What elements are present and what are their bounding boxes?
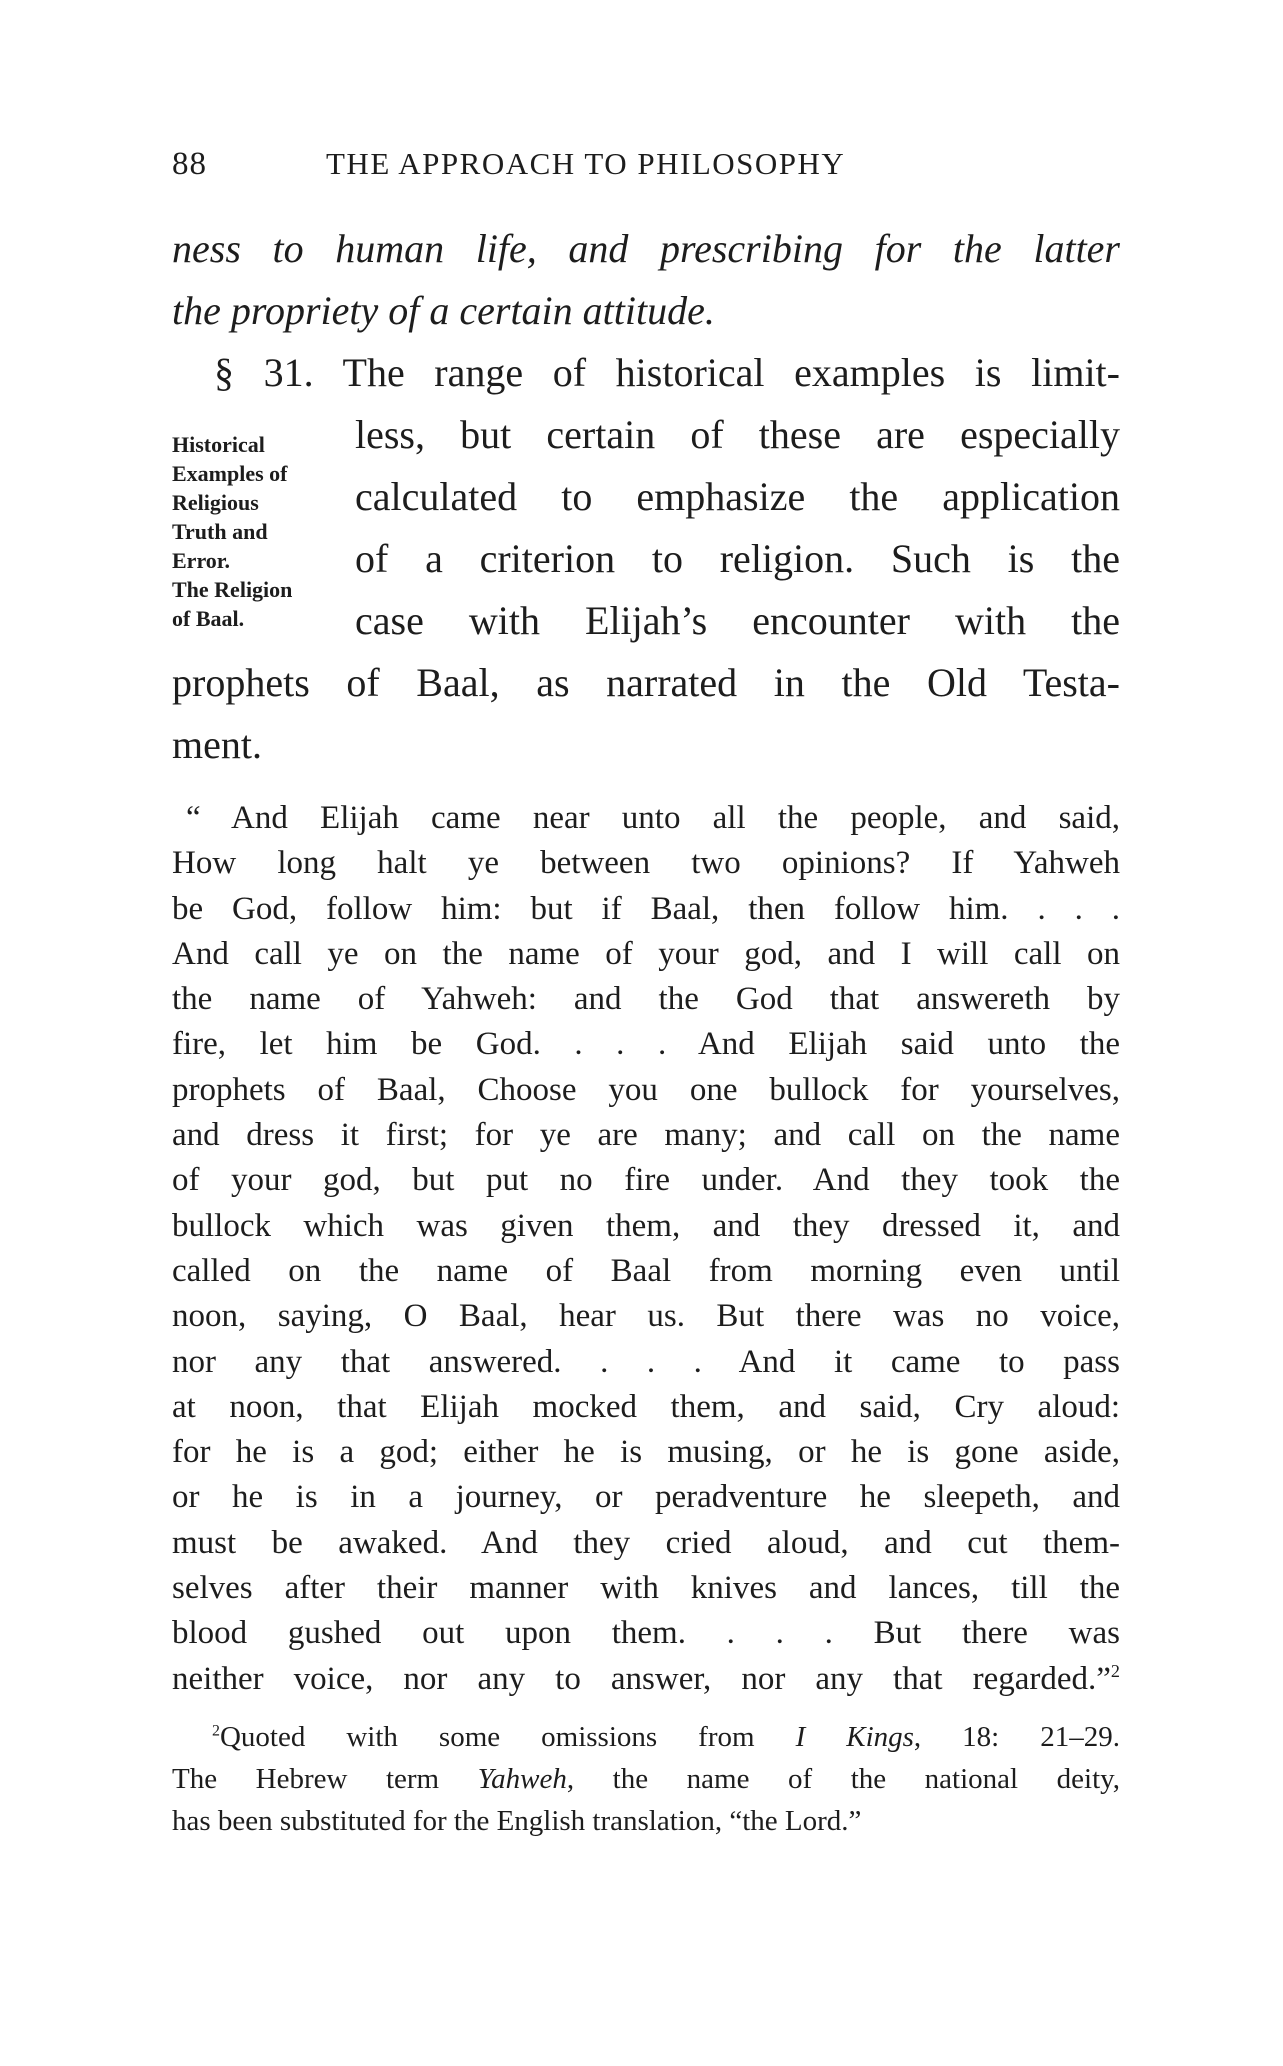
quote-line: nor any that answered. . . . And it came to pass xyxy=(172,1343,1120,1380)
margin-note-line: Truth and xyxy=(172,519,268,544)
margin-note-line: Religious xyxy=(172,490,259,515)
margin-note xyxy=(172,430,357,633)
quote-line: selves after their manner with knives and lances, till the xyxy=(172,1570,1120,1607)
footnote-text: The Hebrew term xyxy=(172,1763,478,1795)
quote-line: fire, let him be God. . . . And Elijah said unto the xyxy=(172,1026,1120,1063)
margin-note-line: Error. xyxy=(172,548,231,573)
section-continuation xyxy=(172,652,1120,776)
footnote-text: , the name of the national deity, xyxy=(566,1763,1120,1795)
quote-line: and dress it first; for ye are many; and call on the name xyxy=(172,1117,1120,1154)
margin-note-line: Historical xyxy=(172,432,265,457)
indented-line: of a criterion to religion. Such is the xyxy=(355,536,1120,581)
quote-line: blood gushed out upon them. . . . But there was xyxy=(172,1615,1120,1652)
quote-line: prophets of Baal, Choose you one bullock for yourselves, xyxy=(172,1071,1120,1108)
opening-paragraph xyxy=(172,218,1120,342)
margin-note-line: The Religion xyxy=(172,577,293,602)
quote-line: of your god, but put no fire under. And they took the xyxy=(172,1162,1120,1199)
indented-line: less, but certain of these are especially xyxy=(355,412,1120,457)
indented-line: case with Elijah’s encounter with the xyxy=(355,598,1120,643)
continuation-line: ment. xyxy=(172,722,262,767)
quote-line: bullock which was given them, and they dressed it, and xyxy=(172,1207,1120,1244)
margin-note-line: Examples of xyxy=(172,461,288,486)
indented-line: calculated to emphasize the application xyxy=(355,474,1120,519)
quote-line: must be awaked. And they cried aloud, and cut them- xyxy=(172,1524,1120,1561)
quote-line: And call ye on the name of your god, and I will call on xyxy=(172,935,1120,972)
quote-line: the name of Yahweh: and the God that answereth by xyxy=(172,981,1120,1018)
quote-line-last xyxy=(172,1657,1120,1702)
opening-line: the propriety of a certain attitude. xyxy=(172,288,715,333)
continuation-line: prophets of Baal, as narrated in the Old Testa- xyxy=(172,660,1120,705)
footnote-line xyxy=(172,1716,1120,1758)
term: Yahweh xyxy=(477,1763,567,1795)
footnote-line: has been substituted for the English translation, “the Lord.” xyxy=(172,1805,862,1837)
quote-line: for he is a god; either he is musing, or he is gone aside, xyxy=(172,1434,1120,1471)
block-quote xyxy=(172,796,1120,1702)
quote-line: or he is in a journey, or peradventure he sleepeth, and xyxy=(172,1479,1120,1516)
running-title: THE APPROACH TO PHILOSOPHY xyxy=(326,146,846,181)
footnote-marker: 2 xyxy=(212,1722,220,1740)
footnote-line xyxy=(172,1758,1120,1800)
quote-line: neither voice, nor any to answer, nor any that regarded.” xyxy=(172,1660,1111,1697)
page-number: 88 xyxy=(172,146,207,182)
quote-line: called on the name of Baal from morning even until xyxy=(172,1252,1120,1289)
quote-line: be God, follow him: but if Baal, then follow him. . . . xyxy=(172,890,1120,927)
footnote-text: , 18: 21–29. xyxy=(913,1721,1120,1753)
page-header xyxy=(172,146,1120,186)
book-title: I Kings xyxy=(795,1721,914,1753)
quote-line: How long halt ye between two opinions? If Yahweh xyxy=(172,845,1120,882)
margin-note-line: of Baal. xyxy=(172,606,245,631)
section-first-line: § 31. The range of historical examples is limit- xyxy=(214,350,1120,395)
quote-line: “ And Elijah came near unto all the people, and said, xyxy=(186,800,1120,836)
opening-line: ness to human life, and prescribing for the latter xyxy=(172,226,1120,271)
quote-line: noon, saying, O Baal, hear us. But there was no voice, xyxy=(172,1298,1120,1335)
section-heading-line xyxy=(172,342,1120,404)
footnote xyxy=(172,1716,1120,1842)
footnote-text: Quoted with some omissions from xyxy=(219,1721,796,1753)
footnote-reference: 2 xyxy=(1110,1660,1120,1681)
indented-paragraph xyxy=(355,404,1120,652)
quote-line: at noon, that Elijah mocked them, and said, Cry aloud: xyxy=(172,1388,1120,1425)
